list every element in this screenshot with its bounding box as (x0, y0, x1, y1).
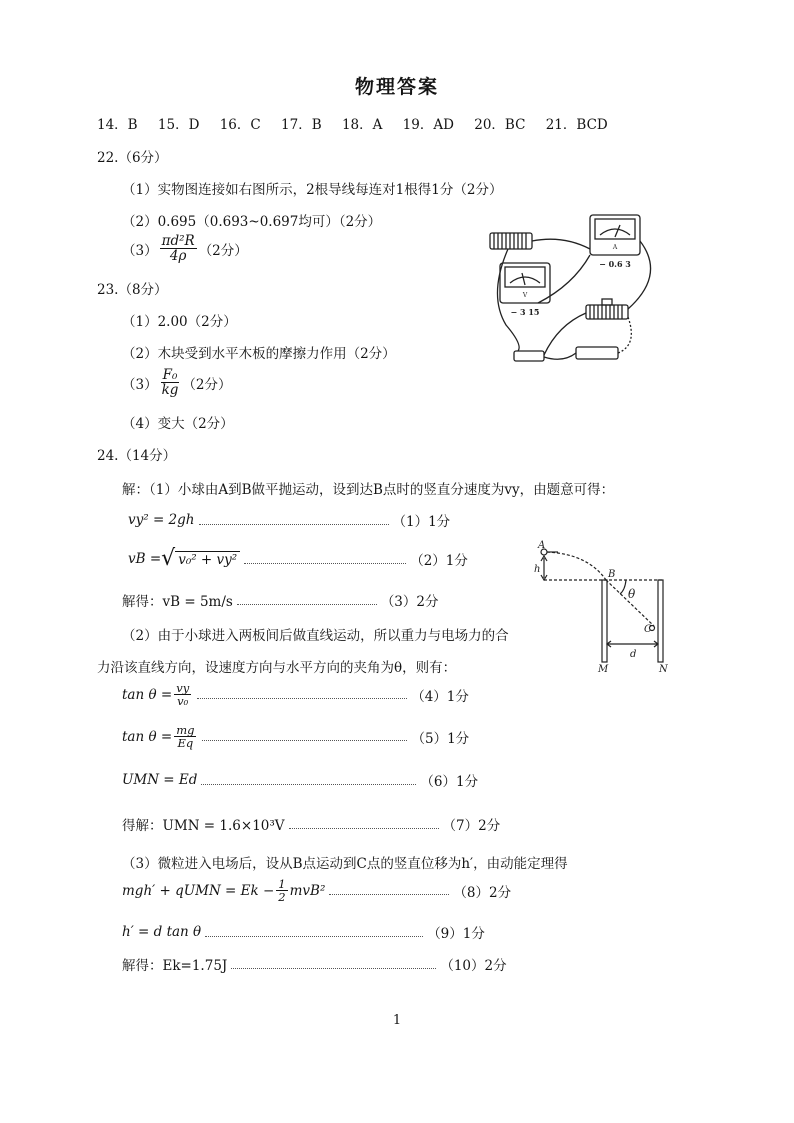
plate-n (658, 580, 663, 662)
label-d: d (630, 649, 637, 660)
mc-answer: 20．BC (474, 117, 526, 133)
label-n: N (659, 664, 668, 675)
q22-part3: （3） $\frac{\text{πd²R}}{4\rho}$ （2分） (122, 233, 248, 265)
mc-answer: 19．AD (402, 117, 454, 133)
circuit-diagram (478, 205, 668, 380)
q24-eq-3: 解得：vB = 5m/s （3）2分 (122, 594, 439, 610)
q24-header: 24.（14分） (97, 448, 177, 464)
q22-part2: （2）0.695（0.693~0.697均可）（2分） (122, 214, 382, 230)
q22-part1: （1）实物图连接如右图所示，2根导线每连对1根得1分（2分） (122, 182, 503, 198)
q24-eq-5: tan θ = $\frac{mg}{Eq}$ （5）1分 (122, 723, 470, 751)
q24-eq-7: 得解：UMN = 1.6×10³V （7）2分 (122, 818, 501, 834)
ammeter-terminal-label: − 0.6 3 (599, 259, 631, 269)
sqrt-expression: √ v₀² + vy² (161, 548, 240, 570)
q24-eq-9: h′ = d tan θ （9）1分 (122, 924, 485, 942)
q24-paragraph-3: （3）微粒进入电场后，设从B点运动到C点的竖直位移为h′，由动能定理得 (122, 856, 568, 872)
q22-header: 22.（6分） (97, 150, 168, 166)
q24-eq-6: UMN = Ed （6）1分 (122, 772, 479, 790)
label-b: B (608, 569, 616, 580)
switch (514, 351, 544, 361)
q23-fraction: $\frac{\text{F₀}}{kg}$ (161, 367, 179, 399)
q23-part2: （2）木块受到水平木板的摩擦力作用（2分） (122, 346, 396, 362)
trajectory-diagram (528, 540, 688, 675)
mc-answer: 15．D (157, 117, 200, 133)
voltmeter-terminal-label: − 3 15 (510, 307, 540, 317)
q24-eq-10: 解得：Ek=1.75J （10）2分 (122, 958, 507, 974)
label-m: M (598, 664, 609, 675)
page-title: 物理答案 (354, 76, 439, 98)
q24-eq-4: tan θ = $\frac{vy}{\text{v₀}}$ （4）1分 (122, 681, 469, 709)
label-theta: θ (628, 587, 636, 601)
mc-answer: 18．A (341, 117, 383, 133)
q24-eq-1: vy² = 2gh （1）1分 (128, 512, 451, 530)
label-c: C (644, 624, 652, 635)
q24-paragraph-2a: （2）由于小球进入两板间后做直线运动，所以重力与电场力的合 (122, 628, 509, 644)
voltmeter-glyph: V (522, 292, 528, 299)
q22-fraction: $\frac{\text{πd²R}}{4\rho}$ (161, 233, 195, 265)
q24-paragraph-1: 解：（1）小球由A到B做平抛运动，设到达B点时的竖直分速度为vy，由题意可得： (122, 482, 615, 498)
mc-answer: 17．B (281, 117, 322, 133)
plate-m (602, 580, 607, 662)
q23-part4: （4）变大（2分） (122, 416, 234, 432)
mc-answer: 21．BCD (545, 117, 608, 133)
q23-part3: （3） $\frac{\text{F₀}}{kg}$ （2分） (122, 367, 232, 399)
ammeter-glyph: A (612, 244, 618, 251)
mc-answer-row (97, 113, 624, 133)
q23-header: 23.（8分） (97, 282, 168, 298)
q24-eq-2: vB = √ v₀² + vy² （2）1分 (128, 546, 468, 571)
page-number: 1 (392, 1013, 402, 1028)
battery-box (576, 347, 618, 359)
q23-part1: （1）2.00（2分） (122, 314, 237, 330)
mc-answer: 16．C (219, 117, 261, 133)
label-a: A (538, 540, 546, 551)
q24-paragraph-2b: 力沿该直线方向，设速度方向与水平方向的夹角为θ，则有： (97, 660, 457, 676)
label-h: h (534, 564, 541, 575)
mc-answer: 14．B (97, 117, 138, 133)
q24-eq-8: mgh′ + qUMN = Ek − $\frac{1}{2}$ mvB² （8）2分 (122, 877, 512, 905)
